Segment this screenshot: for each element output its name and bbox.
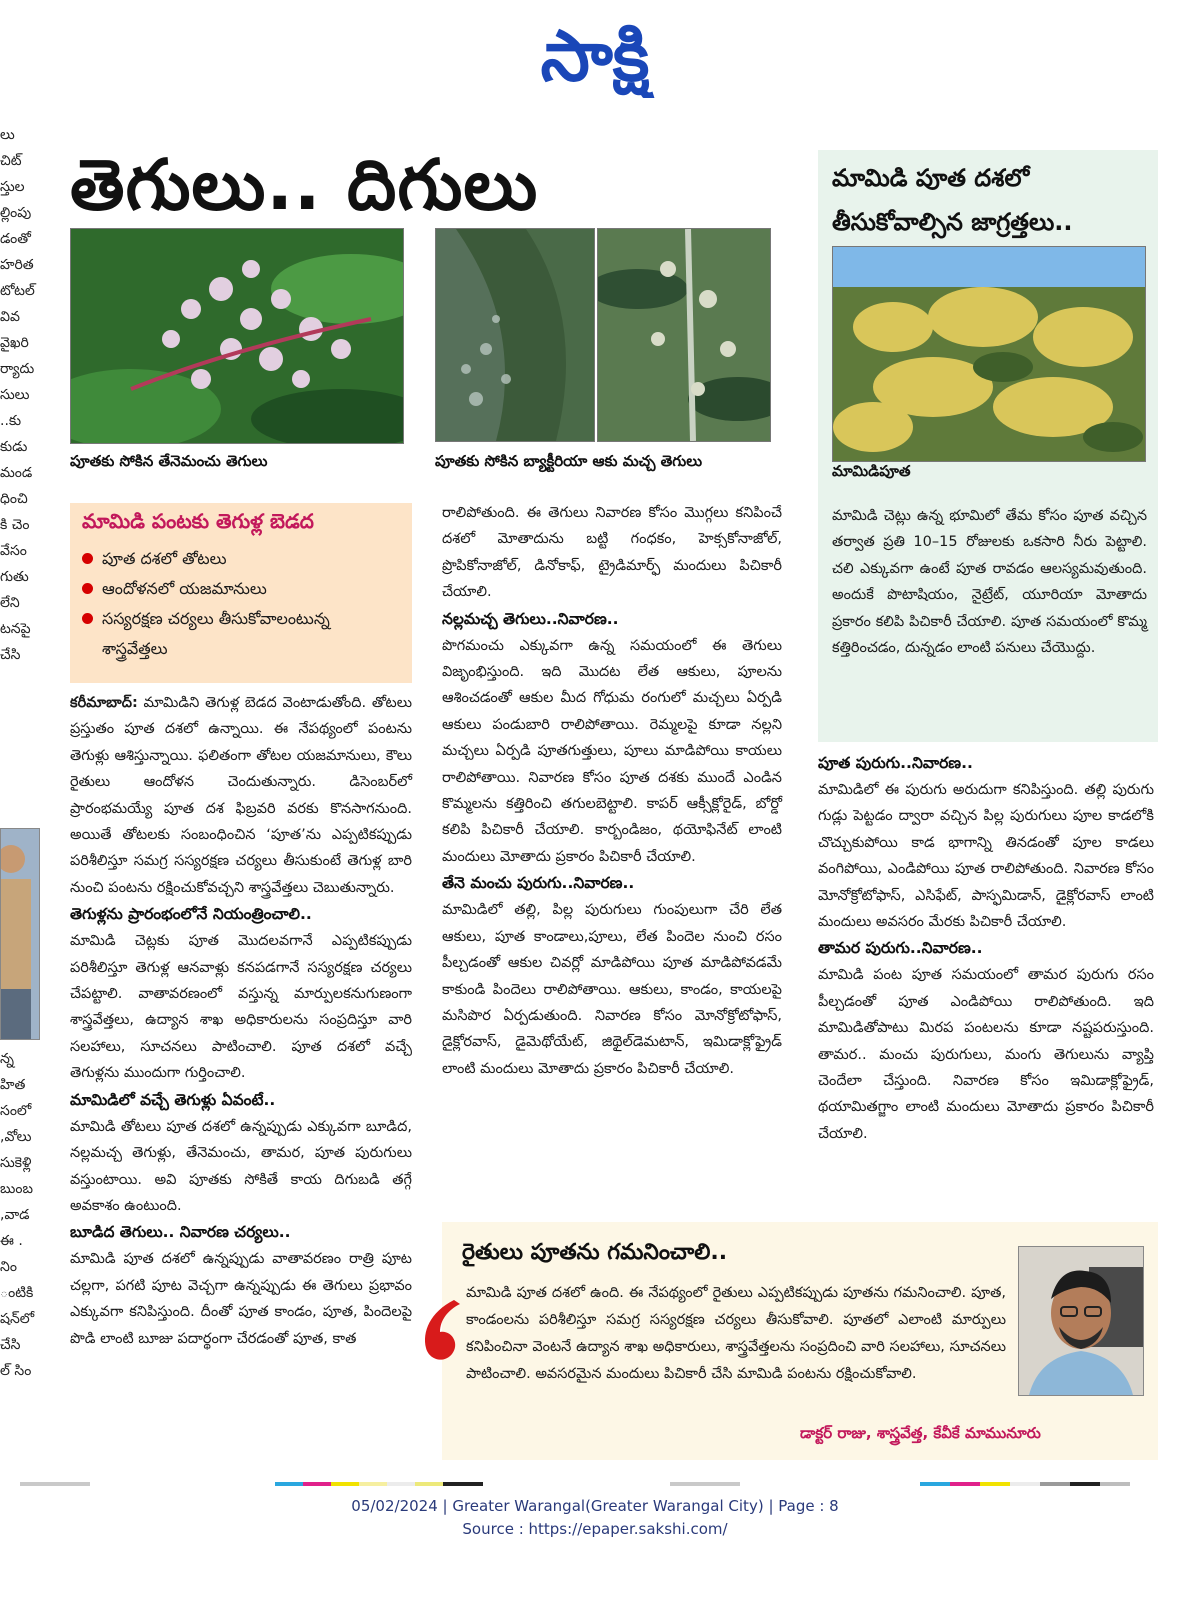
fragment-line: వాడ, xyxy=(0,1207,30,1223)
print-bar-magenta xyxy=(950,1482,980,1486)
kicker-item: సస్యరక్షణ చర్యలు తీసుకోవాలంటున్న శాస్త్రవేత్తలు xyxy=(82,604,400,664)
kicker-item: పూత దశలో తోటలు xyxy=(82,544,400,574)
footer-date-edition: 05/02/2024 | Greater Warangal(Greater Warangal City) | Page : 8 xyxy=(351,1497,839,1515)
photo-honeydew-flower xyxy=(70,228,404,444)
print-bar-light-yellow xyxy=(359,1482,387,1486)
subhead: నల్లమచ్చ తెగులు..నివారణ.. xyxy=(442,609,619,628)
bullet-icon xyxy=(82,613,93,624)
fragment-line: వైఖరి xyxy=(0,335,29,351)
fragment-line: నిం xyxy=(0,1259,17,1275)
fragment-line: వోలు, xyxy=(0,1129,32,1145)
photo-leaf-spot xyxy=(435,228,595,442)
kicker-box xyxy=(70,503,412,683)
dateline: కరీమాబాద్: xyxy=(70,695,138,711)
bullet-icon xyxy=(82,583,93,594)
fragment-line: డంతో xyxy=(0,231,31,247)
fragment-line: టోటల్ xyxy=(0,283,35,299)
sidebar-text: మామిడి చెట్లు ఉన్న భూమిలో తేమ కోసం పూత వచ్చిన తర్వాత ప్రతి 10–15 రోజులకు ఒకసారి నీరు పెట్టాలి. చలి ఎక్కువగా ఉంటే పూత రావడం ఆలస్యమవుతుంది. అందుకే పొటాషియం, నైట్రేట్, యూరియా మోతాదు ప్రకారం కలిపి పిచికారీ చేయాలి. పూత సమయంలో కొమ్మ కత్తిరించడం, దున్నడం లాంటి పనులు చేయొద్దు. xyxy=(832,508,1147,657)
fragment-line: వివ xyxy=(0,309,20,325)
sidebar-title: మామిడి పూత దశలో తీసుకోవాల్సిన జాగ్రత్తలు.. xyxy=(832,164,1073,236)
fragment-line: ధించి xyxy=(0,491,28,507)
print-bar-black xyxy=(1070,1482,1100,1486)
fragment-line: సంలో xyxy=(0,1103,32,1119)
adjacent-photo-fragment xyxy=(0,828,40,1040)
print-bar xyxy=(20,1482,90,1486)
paragraph: మామిడి పంట పూత సమయంలో తామర పురుగు రసం పీల్చడంతో పూత ఎండిపోయి రాలిపోతుంది. ఇది మామిడితోపాటు మిరప పంటలను కూడా నష్టపరుస్తుంది. తామర.. మంచు పురుగులు, మంగు తెగులును వ్యాప్తి చెందేలా చేస్తుంది. నివారణ కోసం ఇమిడాక్లోఫ్రైడ్, థయామితగ్జాం లాంటి మందులు మోతాదు ప్రకారం పిచికారీ చేయాలి. xyxy=(818,967,1154,1142)
fragment-line: చేసి xyxy=(0,1337,21,1353)
sakshi-logo xyxy=(480,8,710,98)
paragraph: రాలిపోతుంది. ఈ తెగులు నివారణ కోసం మొగ్గలు కనిపించే దశలో మోతాదును బట్టి గంధకం, హెక్సకోనాజోల్, ప్రొపికోనాజోల్, డినోకాఫ్, ట్రైడిమార్ఫ్ మందులు పిచికారీ చేయాలి. xyxy=(442,505,782,601)
fragment-line: ర్యాదు xyxy=(0,361,35,377)
fragment-line: లు xyxy=(0,127,15,143)
quote-mark-icon xyxy=(420,1298,464,1364)
fragment-line: కుడు xyxy=(0,439,28,455)
print-bar-grey xyxy=(1040,1482,1070,1486)
fragment-line: షన్‌లో xyxy=(0,1311,35,1327)
fragment-line: ంటికి xyxy=(0,1285,34,1301)
intro-paragraph: కరీమాబాద్: మామిడిని తెగుళ్ల బెడద వెంటాడుతోంది. తోటలు ప్రస్తుతం పూత దశలో ఉన్నాయి. ఈ నేపథ్యంలో పంటను తెగుళ్లు ఆశిస్తున్నాయి. ఫలితంగా తోటల యజమానులు, కౌలు రైతులు ఆందోళన చెందుతున్నారు. డిసెంబర్‌లో ప్రారంభమయ్యే పూత దశ ఫిబ్రవరి వరకు కొనసాగనుంది. అయితే తోటలకు సంబంధించిన ‘పూత’ను ఎప్పటికప్పుడు పరిశీలిస్తూ సమగ్ర సస్యరక్షణ చర్యలు తీసుకుంటే తెగుళ్ల బారి నుంచి పంటను రక్షించుకోవచ్చని శాస్త్రవేత్తలు చెబుతున్నారు. xyxy=(70,695,413,896)
print-bar-yellow xyxy=(331,1482,359,1486)
print-bar-black xyxy=(443,1482,483,1486)
fragment-line: ల్ సిం xyxy=(0,1363,32,1379)
adjacent-article-fragment-lower xyxy=(0,1046,48,1384)
fragment-line: సులు xyxy=(0,387,30,403)
caption-photo-3: మామిడిపూత xyxy=(832,462,911,480)
fragment-line: కి చెం xyxy=(0,517,30,533)
fragment-line: సుకెళ్లి xyxy=(0,1155,32,1171)
caption-photo-2: పూతకు సోకిన బ్యాక్టీరియా ఆకు మచ్చ తెగులు xyxy=(435,452,703,470)
subhead: తామర పురుగు..నివారణ.. xyxy=(818,939,983,958)
paragraph: మామిడి చెట్లకు పూత మొదలవగానే ఎప్పటికప్పుడు పరిశీలిస్తూ తెగుళ్ల ఆనవాళ్లు కనపడగానే సస్యరక్షణ చర్యలు చేపట్టాలి. వాతావరణంలో వస్తున్న మార్పులకనుగుణంగా శాస్త్రవేత్తలు, ఉద్యాన శాఖ అధికారులను సంప్రదిస్తూ వారి సలహాలు, సూచనలు పాటించాలి. పూత దశలో వచ్చే తెగుళ్లను ముందుగా గుర్తించాలి. xyxy=(70,933,412,1082)
quote-text: మామిడి పూత దశలో ఉంది. ఈ నేపథ్యంలో రైతులు ఎప్పటికప్పుడు పూతను గమనించాలి. పూత, కాండంలను పరిశీలిస్తూ సమగ్ర సస్యరక్షణ చర్యలు తీసుకోవాలి. పూతలో ఎలాంటి మార్పులు కనిపించినా వెంటనే ఉద్యాన శాఖ అధికారులు, శాస్త్రవేత్తలను సంప్రదించి వారి సలహాలు, సూచనలు పాటించాలి. అవసరమైన మందులు పిచికారీ చేసి మామిడి పంటను రక్షించుకోవాలి. xyxy=(466,1285,1006,1382)
fragment-line: గుతు xyxy=(0,569,29,585)
fragment-line: న్న xyxy=(0,1051,14,1067)
logo-text: సాక్షి xyxy=(540,15,650,97)
print-bar-yellow-2 xyxy=(415,1482,443,1486)
caption-photo-1: పూతకు సోకిన తేనెమంచు తెగులు xyxy=(70,452,268,470)
print-bar-white xyxy=(387,1482,415,1486)
paragraph: మామిడిలో ఈ పురుగు అరుదుగా కనిపిస్తుంది. తల్లి పురుగు గుడ్లు పెట్టడం ద్వారా వచ్చిన పిల్ల పురుగులు పూల కాడలోకి చొచ్చుకుపోయి కాడ భాగాన్ని తినడంతో పూల కాడలు వంగిపోయి, ఎండిపోయి పూత రాలిపోతుంది. నివారణ కోసం మోనోక్రోటోఫాస్, ఎసిఫేట్, పాస్ఫమిడాన్, డైక్లోరవాస్ లాంటి మందులు అవసరం మేరకు పిచికారీ చేయాలి. xyxy=(818,782,1154,931)
fragment-line: హరిత xyxy=(0,257,34,273)
subhead: బూడిద తెగులు.. నివారణ చర్యలు.. xyxy=(70,1223,291,1242)
article-column-1 xyxy=(70,690,412,1352)
quote-title: రైతులు పూతను గమనించాలి.. xyxy=(462,1240,728,1265)
article-column-3 xyxy=(818,750,1154,1147)
fragment-line: స్తుల xyxy=(0,179,25,195)
fragment-line: బుంబ xyxy=(0,1181,33,1197)
kicker-list xyxy=(82,544,400,664)
print-bar-magenta xyxy=(303,1482,331,1486)
kicker-item: ఆందోళనలో యజమానులు xyxy=(82,574,400,604)
subhead: పూత పురుగు..నివారణ.. xyxy=(818,754,973,772)
adjacent-article-fragment xyxy=(0,122,48,668)
print-bar-yellow xyxy=(980,1482,1010,1486)
footer-source: Source : https://epaper.sakshi.com/ xyxy=(462,1520,728,1538)
fragment-line: ల్లింపు xyxy=(0,205,32,221)
kicker-title: మామిడి పంటకు తెగుళ్ల బెడద xyxy=(82,509,314,533)
print-bar-cyan xyxy=(920,1482,950,1486)
subhead: తెగుళ్లను ప్రారంభంలోనే నియంత్రించాలి.. xyxy=(70,905,312,924)
print-bar-light-grey xyxy=(1100,1482,1130,1486)
fragment-line: హిత xyxy=(0,1077,26,1093)
subhead: మామిడిలో వచ్చే తెగుళ్లు ఏవంటే.. xyxy=(70,1090,276,1109)
paragraph: మామిడి పూత దశలో ఉన్నప్పుడు వాతావరణం రాత్రి పూట చల్లగా, పగటి పూట వెచ్చగా ఉన్నప్పుడు ఈ తెగులు ప్రభావం ఎక్కువగా కనిపిస్తుంది. దీంతో పూత కాండం, పూత, పిందెలపై పొడి లాంటి బూజు పదార్థంగా చేరడంతో పూత, కాత xyxy=(70,1251,412,1347)
subhead: తేనె మంచు పురుగు..నివారణ.. xyxy=(442,874,635,893)
print-bar-white xyxy=(1010,1482,1040,1486)
fragment-line: లేని xyxy=(0,595,20,611)
bullet-icon xyxy=(82,553,93,564)
fragment-line: చేసి xyxy=(0,647,21,663)
fragment-line: టనపై xyxy=(0,621,31,637)
expert-portrait xyxy=(1018,1246,1144,1396)
fragment-line: వేసం xyxy=(0,543,27,559)
fragment-line: చిట్ xyxy=(0,153,22,169)
paragraph: మామిడి తోటలు పూత దశలో ఉన్నప్పుడు ఎక్కువగా బూడిద, నల్లమచ్చ తెగుళ్లు, తేనెమంచు, తామర, పూత పురుగులు వస్తుంటాయి. అవి పూతకు సోకితే కాయ దిగుబడి తగ్గే అవకాశం ఉంటుంది. xyxy=(70,1118,412,1214)
fragment-line: కు.. xyxy=(0,413,22,429)
print-bar xyxy=(670,1482,740,1486)
photo-mango-bloom xyxy=(832,246,1146,462)
print-bar-cyan xyxy=(275,1482,303,1486)
photo-leaf-spot-branch xyxy=(597,228,771,442)
headline: తెగులు.. దిగులు xyxy=(70,144,539,226)
fragment-line: మండ xyxy=(0,465,33,481)
article-column-2 xyxy=(442,500,782,1082)
fragment-line: . ఈ xyxy=(0,1233,23,1249)
quote-credit: డాక్టర్ రాజు, శాస్త్రవేత్త, కేవీకే మామునూరు xyxy=(800,1424,1041,1442)
paragraph: మామిడిలో తల్లి, పిల్ల పురుగులు గుంపులుగా చేరి లేత ఆకులు, పూత కాండాలు,పూలు, లేత పిందెల నుంచి రసం పీల్చడంతో ఆకుల చివర్లో మాడిపోయి పూత మాడిపోవడమే కాకుండి పిందెలు రాలిపోతాయి. ఆకులు, కాండం, కాయలపై మసిపొర ఏర్పడుతుంది. నివారణ కోసం మోనోక్రోటోఫాస్, డైక్లోరవాస్, డైమెథోయేట్, జిథైల్‌డెమటాన్, ఇమిడాక్లోఫ్రైడ్ లాంటి మందులు మోతాదు ప్రకారం పిచికారీ చేయాలి. xyxy=(442,902,782,1077)
paragraph: పొగమంచు ఎక్కువగా ఉన్న సమయంలో ఈ తెగులు విజృంభిస్తుంది. ఇది మొదట లేత ఆకులు, పూలను ఆశించడంతో ఆకుల మీద గోధుమ రంగులో మచ్చలు ఏర్పడి ఆకులు పండుబారి రాలిపోతాయి. రెమ్మలపై కూడా నల్లని మచ్చలు ఏర్పడి పూతగుత్తులు, పూలు మాడిపోయి కాయలు రాలిపోతాయి. నివారణ కోసం పూత దశకు ముందే ఎండిన కొమ్మలను కత్తిరించి తగులబెట్టాలి. కాపర్ ఆక్సీక్లోరైడ్, బోర్డో కలిపి పిచికారీ చేయాలి. కార్బండిజం, థయోఫినేట్ లాంటి మందులు మోతాదు ప్రకారం పిచికారీ చేయాలి. xyxy=(442,637,782,865)
